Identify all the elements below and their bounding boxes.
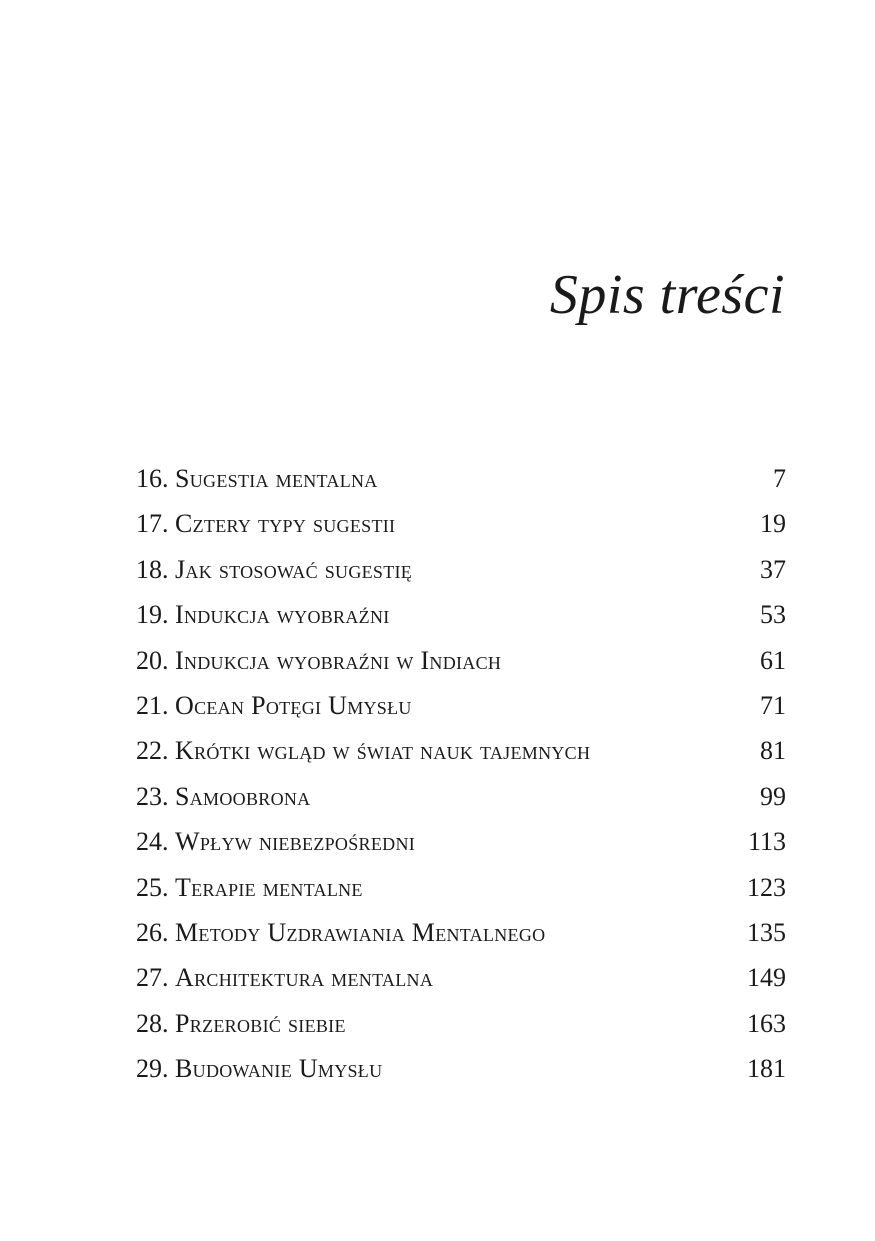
chapter-title: Samoobrona <box>175 781 311 811</box>
toc-entry[interactable] <box>136 501 786 546</box>
page-number: 123 <box>747 872 786 902</box>
page-number: 135 <box>747 917 786 947</box>
toc-entry[interactable] <box>136 547 786 592</box>
page-number: 149 <box>747 963 786 993</box>
page-number: 7 <box>773 464 786 493</box>
chapter-title: Budowanie Umysłu <box>175 1054 383 1084</box>
toc-entry[interactable] <box>136 1001 786 1046</box>
toc-entry-label <box>136 865 363 910</box>
page-number: 99 <box>760 781 786 811</box>
toc-entry-label <box>136 1001 346 1046</box>
toc-entry-label <box>136 547 412 592</box>
table-of-contents <box>136 456 786 1091</box>
chapter-number: 22. <box>136 736 169 766</box>
chapter-number: 28. <box>136 1008 169 1038</box>
toc-entry[interactable] <box>136 728 786 773</box>
chapter-number: 24. <box>136 827 169 857</box>
chapter-title: Metody Uzdrawiania Mentalnego <box>175 917 546 947</box>
page-number: 61 <box>760 645 786 675</box>
chapter-number: 16. <box>136 464 169 493</box>
toc-entry-label <box>136 683 412 728</box>
toc-entry[interactable] <box>136 592 786 637</box>
chapter-number: 25. <box>136 872 169 902</box>
page-number: 19 <box>760 509 786 539</box>
chapter-number: 18. <box>136 554 169 584</box>
toc-entry[interactable] <box>136 456 786 501</box>
toc-entry-label <box>136 819 415 864</box>
toc-entry[interactable] <box>136 910 786 955</box>
chapter-number: 21. <box>136 690 169 720</box>
toc-entry[interactable] <box>136 955 786 1000</box>
toc-entry-label <box>136 456 378 501</box>
chapter-title: Ocean Potęgi Umysłu <box>175 690 412 720</box>
chapter-title: Architektura mentalna <box>175 963 434 993</box>
toc-entry[interactable] <box>136 1046 786 1091</box>
toc-entry[interactable] <box>136 774 786 819</box>
page-number: 113 <box>747 827 786 857</box>
toc-entry[interactable] <box>136 638 786 683</box>
chapter-title: Sugestia mentalna <box>175 464 378 493</box>
page-number: 71 <box>760 690 786 720</box>
toc-entry[interactable] <box>136 819 786 864</box>
toc-entry-label <box>136 501 395 546</box>
page-number: 163 <box>747 1008 786 1038</box>
chapter-number: 20. <box>136 645 169 675</box>
chapter-title: Terapie mentalne <box>175 872 363 902</box>
chapter-title: Cztery typy sugestii <box>175 509 396 539</box>
toc-entry-label <box>136 910 545 955</box>
chapter-title: Indukcja wyobraźni <box>175 600 390 630</box>
chapter-number: 29. <box>136 1054 169 1084</box>
toc-entry-label <box>136 638 501 683</box>
toc-entry[interactable] <box>136 865 786 910</box>
chapter-number: 17. <box>136 509 169 539</box>
chapter-title: Krótki wgląd w świat nauk tajemnych <box>175 736 591 766</box>
chapter-title: Indukcja wyobraźni w Indiach <box>175 645 502 675</box>
toc-entry-label <box>136 774 310 819</box>
page-number: 81 <box>760 736 786 766</box>
page-number: 181 <box>747 1054 786 1084</box>
chapter-title: Jak stosować sugestię <box>175 554 413 584</box>
toc-entry[interactable] <box>136 683 786 728</box>
chapter-title: Przerobić siebie <box>175 1008 346 1038</box>
page-number: 53 <box>760 600 786 630</box>
chapter-number: 27. <box>136 963 169 993</box>
chapter-number: 23. <box>136 781 169 811</box>
chapter-title: Wpływ niebezpośredni <box>175 827 416 857</box>
page-title: Spis treści <box>549 264 785 326</box>
page-number: 37 <box>760 554 786 584</box>
toc-entry-label <box>136 728 590 773</box>
chapter-number: 26. <box>136 917 169 947</box>
chapter-number: 19. <box>136 600 169 630</box>
toc-entry-label <box>136 592 390 637</box>
toc-entry-label <box>136 955 433 1000</box>
toc-entry-label <box>136 1046 382 1091</box>
